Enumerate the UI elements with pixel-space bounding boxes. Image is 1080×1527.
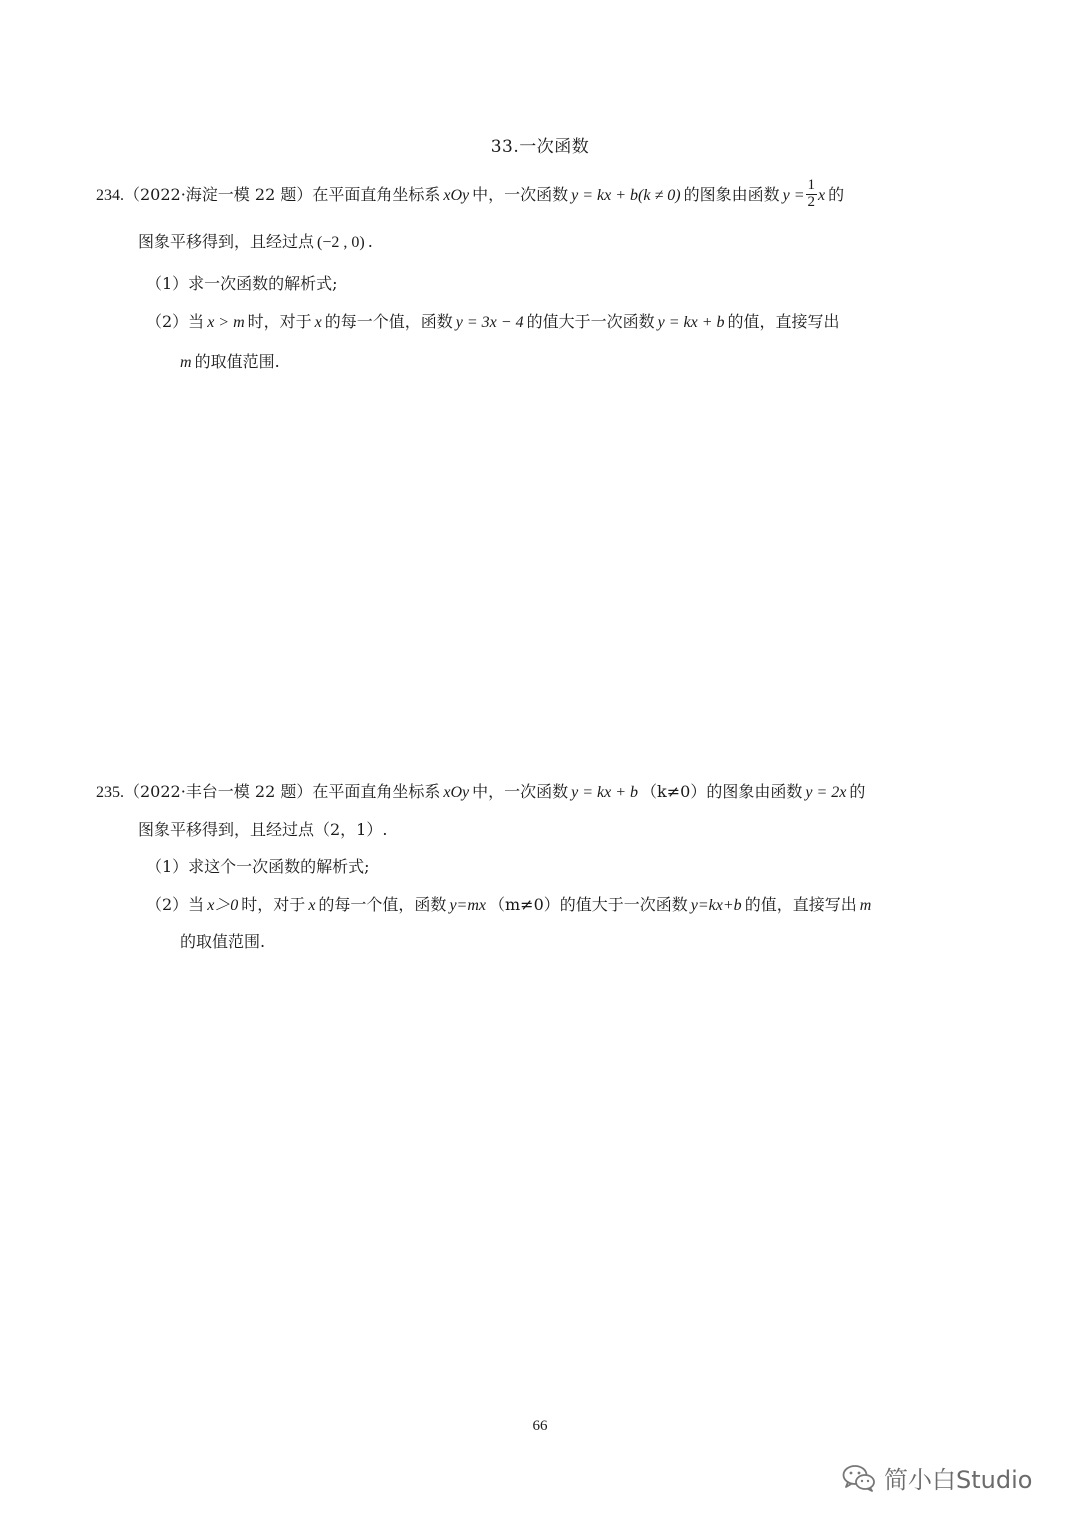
sub-question-text: （1）求这个一次函数的解析式; bbox=[146, 857, 370, 876]
sub-question-text: 的每一个值，函数 bbox=[318, 895, 447, 914]
section-title: 33.一次函数 bbox=[490, 137, 590, 157]
problem-source: （2022·丰台一模 22 题） bbox=[124, 782, 313, 801]
problem-text: 图象平移得到，且经过点 bbox=[138, 232, 315, 251]
problem-text: 的图象由函数 bbox=[706, 782, 803, 801]
math-expression bbox=[782, 177, 826, 210]
sub-question-text: 的取值范围. bbox=[180, 932, 266, 951]
problem-text: 中，一次函数 bbox=[472, 184, 569, 204]
math-expression: m bbox=[180, 354, 192, 371]
sub-question-text: 的值，直接写出 bbox=[727, 312, 840, 331]
problem-text: 中，一次函数 bbox=[472, 782, 569, 801]
math-expression: xOy bbox=[443, 784, 470, 801]
problem-text: . bbox=[367, 232, 373, 251]
problem-number: 235. bbox=[96, 784, 124, 801]
sub-question-2-continued bbox=[180, 932, 265, 952]
sub-question-2 bbox=[146, 895, 874, 916]
sub-question-text: 时，对于 bbox=[247, 312, 312, 331]
math-suffix: x bbox=[818, 186, 826, 204]
problem-234-line-1 bbox=[96, 177, 845, 213]
sub-question-text: 的值，直接写出 bbox=[744, 895, 857, 914]
math-expression: y=kx+b bbox=[690, 897, 742, 914]
problem-source: （2022·海淀一模 22 题） bbox=[124, 184, 313, 204]
sub-question-text: （2）当 bbox=[146, 895, 205, 914]
math-expression: x bbox=[308, 897, 316, 914]
sub-question-text: 的值大于一次函数 bbox=[526, 312, 655, 331]
math-condition: （m≠0） bbox=[489, 895, 560, 914]
problem-text: 的 bbox=[849, 782, 866, 801]
sub-question-text: 时，对于 bbox=[241, 895, 306, 914]
point-coordinates: (−2 , 0) bbox=[317, 234, 365, 251]
math-expression: x＞0 bbox=[207, 897, 239, 914]
fraction-numerator: 1 bbox=[807, 177, 815, 193]
fraction-denominator: 2 bbox=[807, 193, 815, 210]
math-expression: y = 3x − 4 bbox=[455, 314, 524, 331]
sub-question-text: 的取值范围. bbox=[194, 352, 280, 371]
problem-text: 在平面直角坐标系 bbox=[312, 782, 441, 801]
math-expression: m bbox=[859, 897, 872, 914]
math-expression: y = kx + b bbox=[657, 314, 725, 331]
problem-text: 图象平移得到，且经过点（2，1）. bbox=[138, 820, 388, 839]
problem-text: 的 bbox=[828, 184, 845, 204]
page-number: 66 bbox=[532, 1418, 548, 1434]
problem-text: 在平面直角坐标系 bbox=[312, 184, 441, 204]
sub-question-2 bbox=[146, 312, 840, 333]
math-expression: y = kx + b bbox=[571, 784, 639, 801]
sub-question-1 bbox=[146, 857, 370, 877]
math-expression: x > m bbox=[207, 314, 245, 331]
wechat-icon bbox=[842, 1464, 876, 1492]
math-expression: y=mx bbox=[449, 897, 486, 914]
problem-235-line-2 bbox=[138, 820, 387, 840]
problem-number: 234. bbox=[96, 186, 124, 204]
sub-question-text: 的值大于一次函数 bbox=[559, 895, 688, 914]
sub-question-1 bbox=[146, 274, 338, 294]
sub-question-text: （1）求一次函数的解析式; bbox=[146, 274, 338, 293]
sub-question-text: 的每一个值，函数 bbox=[324, 312, 453, 331]
math-expression: x bbox=[314, 314, 322, 331]
problem-234-line-2 bbox=[138, 232, 373, 253]
math-expression: y = kx + b(k ≠ 0) bbox=[571, 186, 681, 204]
math-condition: （k≠0） bbox=[641, 782, 707, 801]
watermark bbox=[842, 1460, 1032, 1495]
math-prefix: y = bbox=[782, 186, 805, 204]
math-expression bbox=[317, 234, 365, 251]
sub-question-2-continued bbox=[180, 352, 280, 373]
problem-235-line-1 bbox=[96, 782, 865, 803]
math-expression: y = 2x bbox=[805, 784, 847, 801]
fraction bbox=[806, 178, 818, 211]
problem-text: 的图象由函数 bbox=[683, 184, 780, 204]
sub-question-text: （2）当 bbox=[146, 312, 205, 331]
math-expression: xOy bbox=[443, 186, 470, 204]
watermark-text: 简小白Studio bbox=[884, 1466, 1033, 1494]
